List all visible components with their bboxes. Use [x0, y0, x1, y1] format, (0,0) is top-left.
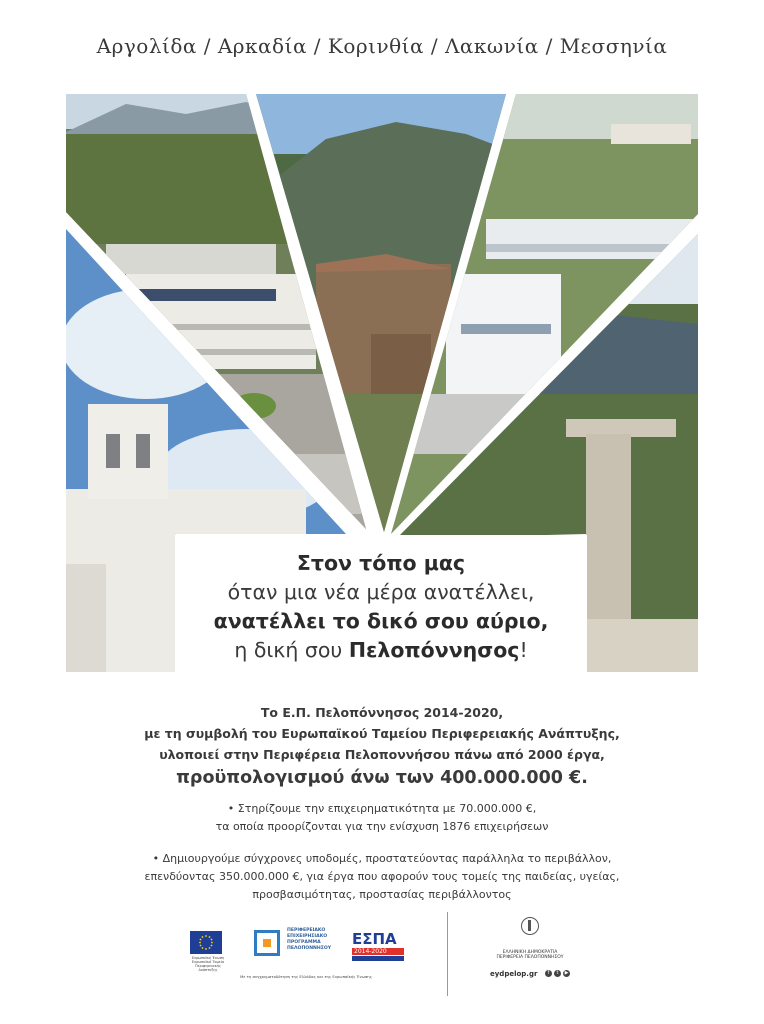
bullet-infra-line-2: επενδύοντας 350.000.000 €, για έργα που αφορούν τους τομείς της παιδείας, υγείας,	[144, 870, 620, 883]
slogan-line-3: ανατέλλει το δικό σου αύριο,	[213, 609, 549, 633]
twitter-icon[interactable]: t	[554, 970, 561, 977]
website-link[interactable]: eydpelop.gr	[490, 970, 538, 978]
pep-logo	[254, 930, 280, 956]
regions-title: Αργολίδα / Αρκαδία / Κορινθία / Λακωνία / Μεσσηνία	[96, 34, 668, 58]
bullet-infra-line-1: • Δημιουργούμε σύγχρονες υποδομές, προστατεύοντας παράλληλα το περιβάλλον,	[152, 852, 612, 865]
bullet-business	[60, 800, 704, 836]
pep-line-3: ΠΡΟΓΡΑΜΜΑ	[287, 940, 321, 945]
pep-line-1: ΠΕΡΙΦΕΡΕΙΑΚΟ	[287, 928, 326, 933]
slogan-line-2: όταν μια νέα μέρα ανατέλλει,	[227, 580, 535, 604]
intro-line-1: Το Ε.Π. Πελοπόννησος 2014-2020,	[260, 705, 504, 720]
slogan-line-1: Στον τόπο μας	[296, 551, 466, 575]
slogan-exclamation: !	[519, 638, 528, 662]
eu-flag-logo	[190, 931, 222, 954]
pep-line-4: ΠΕΛΟΠΟΝΝΗΣΟΥ	[287, 946, 332, 951]
bullet-business-line-2: τα οποία προορίζονται για την ενίσχυση 1876 επιχειρήσεων	[215, 820, 549, 833]
footer-divider	[447, 912, 448, 996]
eu-caption: Ευρωπαϊκή Ένωση Ευρωπαϊκό Ταμείο Περιφερειακής Ανάπτυξης	[191, 956, 225, 972]
slogan-box	[175, 535, 587, 675]
youtube-icon[interactable]: ▶	[564, 970, 569, 976]
pep-logo-text	[287, 928, 331, 952]
gov-line-2: ΠΕΡΙΦΕΡΕΙΑ ΠΕΛΟΠΟΝΝΗΣΟΥ	[496, 955, 564, 960]
slogan-peloponnisos: Πελοπόννησος	[348, 638, 520, 662]
bullet-infra-line-3: προσβασιμότητας, προστασίας περιβάλλοντος	[252, 888, 512, 901]
intro-line-3: υλοποιεί στην Περιφέρεια Πελοποννήσου πάνω από 2000 έργα,	[159, 747, 605, 762]
espa-logo-bar	[352, 956, 404, 961]
intro-line-2: με τη συμβολή του Ευρωπαϊκού Ταμείου Περιφερειακής Ανάπτυξης,	[144, 726, 620, 741]
greek-republic-seal-icon	[521, 917, 539, 935]
gov-line-1: ΕΛΛΗΝΙΚΗ ΔΗΜΟΚΡΑΤΙΑ	[502, 950, 558, 955]
bullet-infrastructure	[60, 850, 704, 904]
intro-budget: προϋπολογισμού άνω των 400.000.000 €.	[176, 768, 588, 788]
bullet-business-line-1: • Στηρίζουμε την επιχειρηματικότητα με 70.000.000 €,	[227, 802, 537, 815]
cofunding-note: Με τη συγχρηματοδότηση της Ελλάδας και της Ευρωπαϊκής Ένωσης	[240, 974, 372, 979]
espa-logo-title: ΕΣΠΑ	[352, 930, 397, 948]
espa-logo-years: 2014-2020	[352, 948, 404, 955]
intro-paragraph	[60, 702, 704, 791]
slogan-line-4	[175, 636, 587, 665]
facebook-icon[interactable]: f	[545, 970, 552, 977]
pep-line-2: ΕΠΙΧΕΙΡΗΣΙΑΚΟ	[287, 934, 328, 939]
slogan-line-4-prefix: η δική σου	[234, 638, 349, 662]
